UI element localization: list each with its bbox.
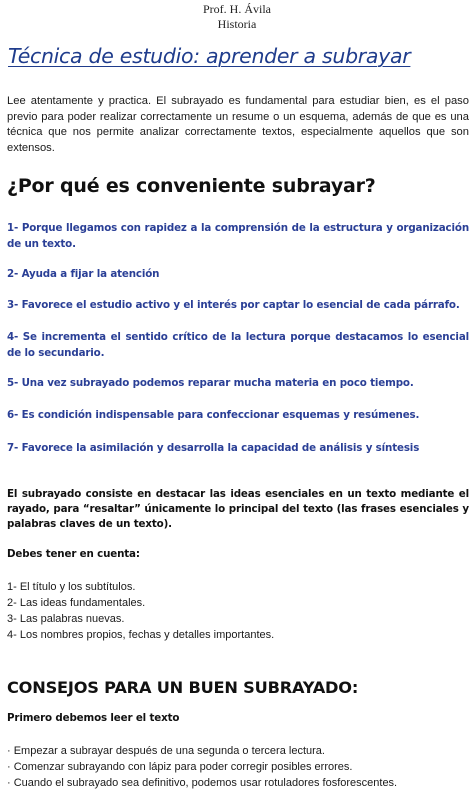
reason-item-3: 3- Favorece el estudio activo y el interés por captar lo esencial de cada párrafo. (7, 299, 460, 311)
author-line: Prof. H. Ávila (203, 2, 271, 16)
reason-item-5: 5- Una vez subrayado podemos reparar mucha materia en poco tiempo. (7, 377, 414, 389)
subject-line: Historia (217, 17, 257, 31)
keep-in-mind-item-2: 2- Las ideas fundamentales. (7, 597, 146, 609)
reason-item-7: 7- Favorece la asimilación y desarrolla la capacidad de análisis y síntesis (7, 442, 420, 454)
tips-subheading: Primero debemos leer el texto (7, 712, 180, 724)
keep-in-mind-heading: Debes tener en cuenta: (7, 548, 140, 560)
tip-item-1: · Empezar a subrayar después de una segunda o tercera lectura. (7, 745, 325, 757)
keep-in-mind-item-1: 1- El título y los subtítulos. (7, 581, 136, 593)
page-title: Técnica de estudio: aprender a subrayar (8, 44, 411, 68)
reason-item-4: 4- Se incrementa el sentido crítico de la lectura porque destacamos lo esencial de lo secundario. (7, 331, 469, 359)
why-heading: ¿Por qué es conveniente subrayar? (7, 175, 376, 197)
tip-item-3: · Cuando el subrayado sea definitivo, podemos usar rotuladores fosforescentes. (7, 777, 398, 789)
tip-item-2: · Comenzar subrayando con lápiz para poder corregir posibles errores. (7, 761, 353, 773)
keep-in-mind-item-3: 3- Las palabras nuevas. (7, 613, 125, 625)
reason-item-2: 2- Ayuda a fijar la atención (7, 268, 160, 280)
definition-paragraph: El subrayado consiste en destacar las ideas esenciales en un texto mediante el rayado, para “resaltar” únicamente lo principal del texto (las frases esenciales y palabras claves de un texto). (7, 488, 469, 530)
intro-paragraph: Lee atentamente y practica. El subrayado es fundamental para estudiar bien, es el paso previo para poder realizar correctamente un resume o un esquema, además de que es una técnica que nos permite analizar correctamente textos, especialmente aquellos que son extensos. (7, 95, 469, 154)
keep-in-mind-item-4: 4- Los nombres propios, fechas y detalles importantes. (7, 629, 275, 641)
reason-item-6: 6- Es condición indispensable para confeccionar esquemas y resúmenes. (7, 409, 420, 421)
tips-heading: CONSEJOS PARA UN BUEN SUBRAYADO: (7, 678, 359, 697)
reason-item-1: 1- Porque llegamos con rapidez a la comprensión de la estructura y organización de un texto. (7, 222, 469, 250)
